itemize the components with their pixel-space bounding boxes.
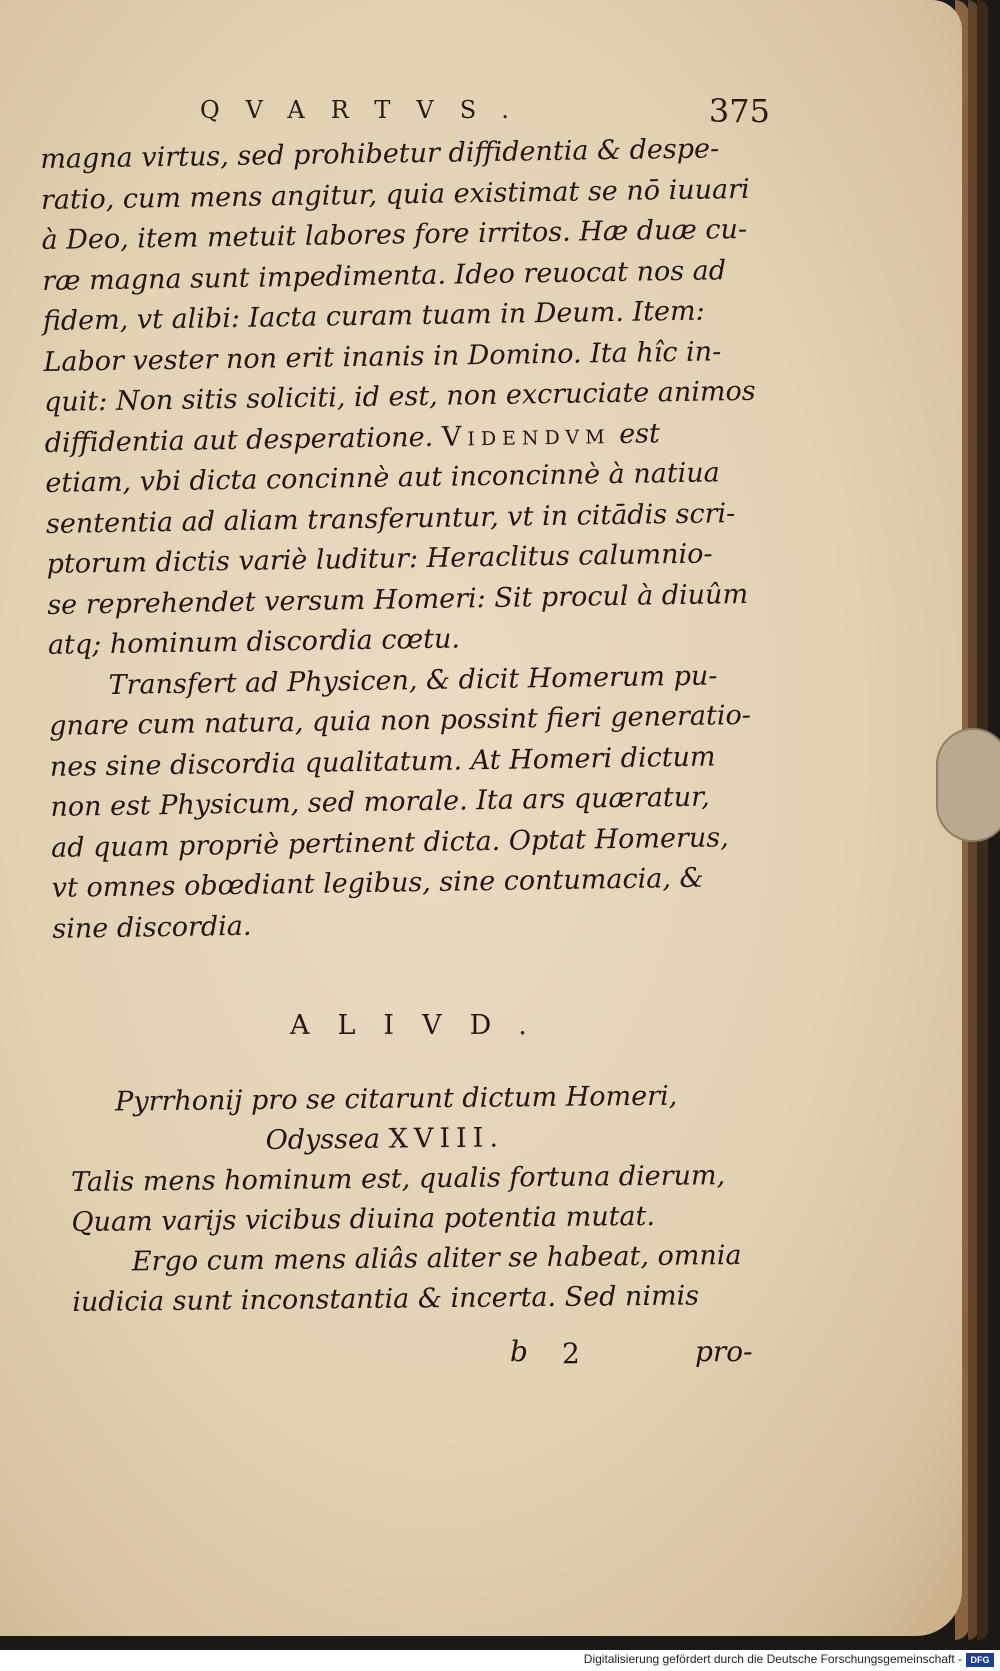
- main-text-block: [40, 128, 843, 950]
- verse-line: Quam varijs vicibus diuina potentia mutat.: [71, 1200, 656, 1238]
- text-fragment: diffidentia aut desperatione.: [44, 421, 434, 459]
- text-line: Labor vester non erit inanis in Domino. Ita hîc in-: [43, 335, 722, 378]
- text-line: sententia ad aliam transferuntur, vt in citādis scri-: [45, 497, 736, 540]
- text-line: Pyrrhonij pro se citarunt dictum Homeri,: [115, 1080, 678, 1118]
- text-line: Transfert ad Physicen, & dicit Homerum pu-: [108, 659, 718, 701]
- page-header: [200, 92, 770, 132]
- signature-row: [500, 1335, 770, 1375]
- text-line: vt omnes obœdiant legibus, sine contumacia, &: [51, 862, 704, 904]
- dfg-logo: DFG: [966, 1653, 994, 1667]
- catchword: pro-: [695, 1335, 753, 1368]
- signature-mark: b: [510, 1335, 528, 1368]
- text-line: se reprehendet versum Homeri: Sit procul à diuûm: [47, 578, 749, 621]
- text-line: Ergo cum mens aliâs aliter se habeat, omnia: [131, 1239, 742, 1278]
- text-line: ptorum dictis variè luditur: Heraclitus calumnio-: [46, 538, 713, 580]
- text-line: ad quam propriè pertinent dicta. Optat Homerus,: [50, 821, 729, 864]
- page-number: 375: [708, 92, 770, 130]
- text-line: etiam, vbi dicta concinnè aut inconcinnè à natiua: [45, 457, 721, 499]
- text-line: sine discordia.: [52, 910, 252, 945]
- text-line: quit: Non sitis soliciti, id est, non excruciate animos: [43, 375, 756, 418]
- text-line: iudicia sunt inconstantia & incerta. Sed nimis: [72, 1280, 700, 1318]
- signature-number: 2: [562, 1337, 580, 1370]
- text-line: magna virtus, sed prohibetur diffidentia & despe-: [40, 133, 720, 175]
- small-caps-word: XVIII.: [388, 1122, 505, 1155]
- text-line: à Deo, item metuit labores fore irritos. Hæ duæ cu-: [41, 213, 748, 256]
- verse-line: Talis mens hominum est, qualis fortuna dierum,: [70, 1160, 726, 1198]
- footer-bar: [0, 1650, 1000, 1671]
- text-line: non est Physicum, sed morale. Ita ars quæratur,: [50, 781, 710, 823]
- text-line: fidem, vt alibi: Iacta curam tuam in Deum. Item:: [42, 295, 705, 337]
- aliud-text-block: [70, 1074, 892, 1323]
- book-clasp: [936, 728, 1000, 842]
- text-line: atq; hominum discordia cœtu.: [47, 623, 461, 661]
- small-caps-word: Videndvm: [441, 418, 611, 453]
- text-line: gnare cum natura, quia non possint fieri generatio-: [48, 699, 752, 742]
- text-fragment: est: [618, 417, 661, 450]
- text-line: ræ magna sunt impedimenta. Ideo reuocat nos ad: [41, 254, 727, 297]
- text-line: nes sine discordia qualitatum. At Homeri dictum: [49, 740, 716, 783]
- funding-credit: Digitalisierung gefördert durch die Deutsche Forschungsgemeinschaft -: [583, 1652, 962, 1666]
- text-fragment: Odyssea: [265, 1123, 381, 1156]
- running-head: QVARTVS.: [200, 96, 535, 124]
- text-line: ratio, cum mens angitur, quia existimat se nō iuuari: [40, 173, 750, 216]
- section-heading: ALIVD.: [290, 1010, 555, 1041]
